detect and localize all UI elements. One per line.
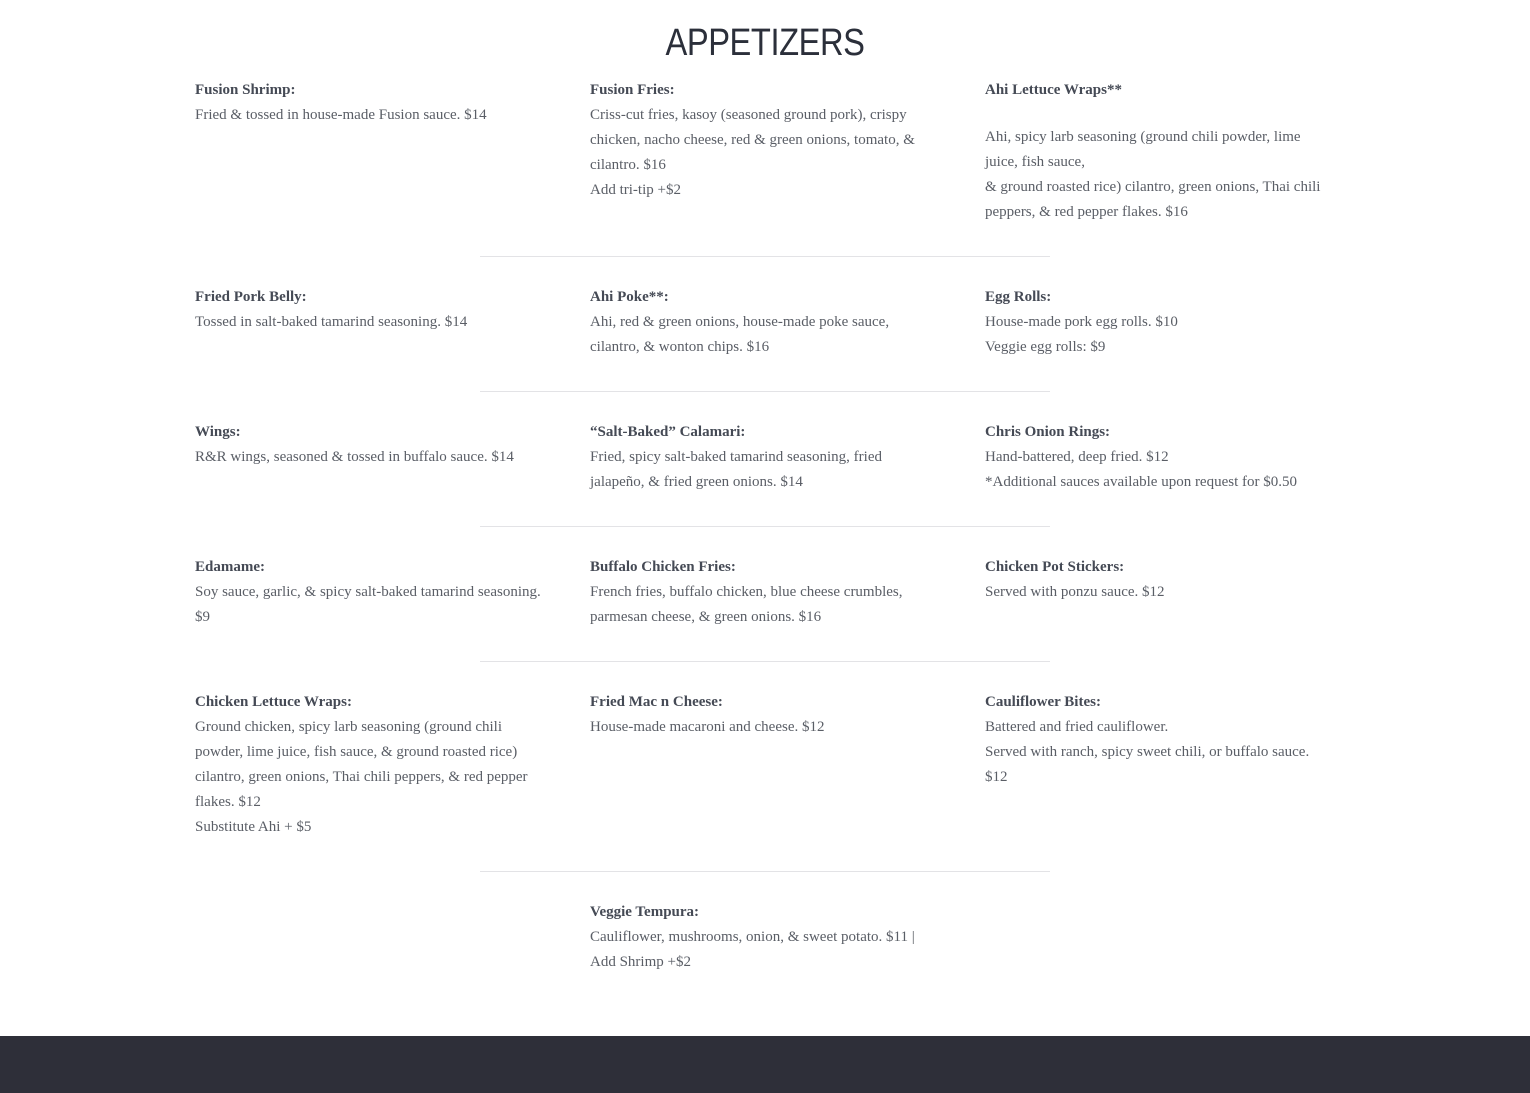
item-name: Veggie Tempura: xyxy=(590,904,700,920)
divider xyxy=(480,871,1050,872)
menu-item-ahi-poke xyxy=(590,285,889,360)
item-description: peppers, & red pepper flakes. $16 xyxy=(985,204,1188,220)
menu-item-fried-mac-n-cheese xyxy=(590,690,825,740)
item-description: French fries, buffalo chicken, blue cheese crumbles, xyxy=(590,584,903,600)
item-name: Fried Mac n Cheese: xyxy=(590,694,723,710)
item-name: Fusion Shrimp: xyxy=(195,82,296,98)
item-description: cilantro, green onions, Thai chili peppers, & red pepper xyxy=(195,769,528,785)
item-description: Ahi, spicy larb seasoning (ground chili powder, lime xyxy=(985,129,1301,145)
item-name: Chicken Lettuce Wraps: xyxy=(195,694,352,710)
item-description: $9 xyxy=(195,609,210,625)
site-footer xyxy=(0,1036,1530,1093)
item-description: Tossed in salt-baked tamarind seasoning. $14 xyxy=(195,314,468,330)
item-name: Chicken Pot Stickers: xyxy=(985,559,1125,575)
item-description: House-made macaroni and cheese. $12 xyxy=(590,719,825,735)
item-description: Fried, spicy salt-baked tamarind seasoning, fried xyxy=(590,449,883,465)
menu-item-ahi-lettuce-wraps xyxy=(985,78,1320,225)
item-addon: Add Shrimp +$2 xyxy=(590,954,691,970)
item-description: flakes. $12 xyxy=(195,794,261,810)
item-description: parmesan cheese, & green onions. $16 xyxy=(590,609,822,625)
item-description: Ahi, red & green onions, house-made poke sauce, xyxy=(590,314,890,330)
divider xyxy=(480,661,1050,662)
item-description: Served with ponzu sauce. $12 xyxy=(985,584,1165,600)
menu-item-chicken-lettuce-wraps xyxy=(195,690,528,840)
item-name: Fried Pork Belly: xyxy=(195,289,307,305)
item-description: House-made pork egg rolls. $10 xyxy=(985,314,1178,330)
item-description: $12 xyxy=(985,769,1008,785)
menu-item-chris-onion-rings xyxy=(985,420,1297,495)
item-name: Ahi Lettuce Wraps** xyxy=(985,82,1122,98)
item-description: Soy sauce, garlic, & spicy salt-baked tamarind seasoning. xyxy=(195,584,541,600)
divider xyxy=(480,391,1050,392)
menu-item-fried-pork-belly xyxy=(195,285,467,335)
page-title: APPETIZERS xyxy=(665,22,865,64)
item-description: Ground chicken, spicy larb seasoning (ground chili xyxy=(195,719,503,735)
menu-item-egg-rolls xyxy=(985,285,1178,360)
item-name: Buffalo Chicken Fries: xyxy=(590,559,736,575)
item-name: Ahi Poke**: xyxy=(590,289,669,305)
menu-item-fusion-fries xyxy=(590,78,915,203)
item-description: juice, fish sauce, xyxy=(985,154,1085,170)
item-description: Hand-battered, deep fried. $12 xyxy=(985,449,1169,465)
item-description: & ground roasted rice) cilantro, green onions, Thai chili xyxy=(985,179,1321,195)
item-description: Battered and fried cauliflower. xyxy=(985,719,1169,735)
item-addon: Substitute Ahi + $5 xyxy=(195,819,312,835)
item-name: Fusion Fries: xyxy=(590,82,675,98)
item-description: Veggie egg rolls: $9 xyxy=(985,339,1106,355)
item-name: Wings: xyxy=(195,424,241,440)
item-name: Cauliflower Bites: xyxy=(985,694,1101,710)
item-description: Criss-cut fries, kasoy (seasoned ground pork), crispy xyxy=(590,107,907,123)
item-description: cilantro, & wonton chips. $16 xyxy=(590,339,770,355)
item-addon: Add tri-tip +$2 xyxy=(590,182,681,198)
item-description: cilantro. $16 xyxy=(590,157,666,173)
item-name: “Salt-Baked” Calamari: xyxy=(590,424,746,440)
item-description: Cauliflower, mushrooms, onion, & sweet potato. $11 | xyxy=(590,929,915,945)
item-name: Egg Rolls: xyxy=(985,289,1052,305)
divider xyxy=(480,526,1050,527)
item-description: R&R wings, seasoned & tossed in buffalo sauce. $14 xyxy=(195,449,514,465)
menu-item-chicken-pot-stickers xyxy=(985,555,1165,605)
menu-item-salt-baked-calamari xyxy=(590,420,882,495)
item-name: Edamame: xyxy=(195,559,265,575)
item-name: Chris Onion Rings: xyxy=(985,424,1111,440)
divider xyxy=(480,256,1050,257)
item-description: powder, lime juice, fish sauce, & ground roasted rice) xyxy=(195,744,518,760)
menu-item-buffalo-chicken-fries xyxy=(590,555,903,630)
item-description: Served with ranch, spicy sweet chili, or buffalo sauce. xyxy=(985,744,1310,760)
item-description: chicken, nacho cheese, red & green onions, tomato, & xyxy=(590,132,915,148)
item-note: *Additional sauces available upon request for $0.50 xyxy=(985,474,1297,490)
spacer xyxy=(985,103,1320,125)
menu-item-veggie-tempura xyxy=(590,900,915,975)
item-description: jalapeño, & fried green onions. $14 xyxy=(590,474,803,490)
menu-item-fusion-shrimp xyxy=(195,78,487,128)
item-description: Fried & tossed in house-made Fusion sauce. $14 xyxy=(195,107,487,123)
menu-item-wings xyxy=(195,420,514,470)
menu-item-edamame xyxy=(195,555,541,630)
menu-item-cauliflower-bites xyxy=(985,690,1309,790)
